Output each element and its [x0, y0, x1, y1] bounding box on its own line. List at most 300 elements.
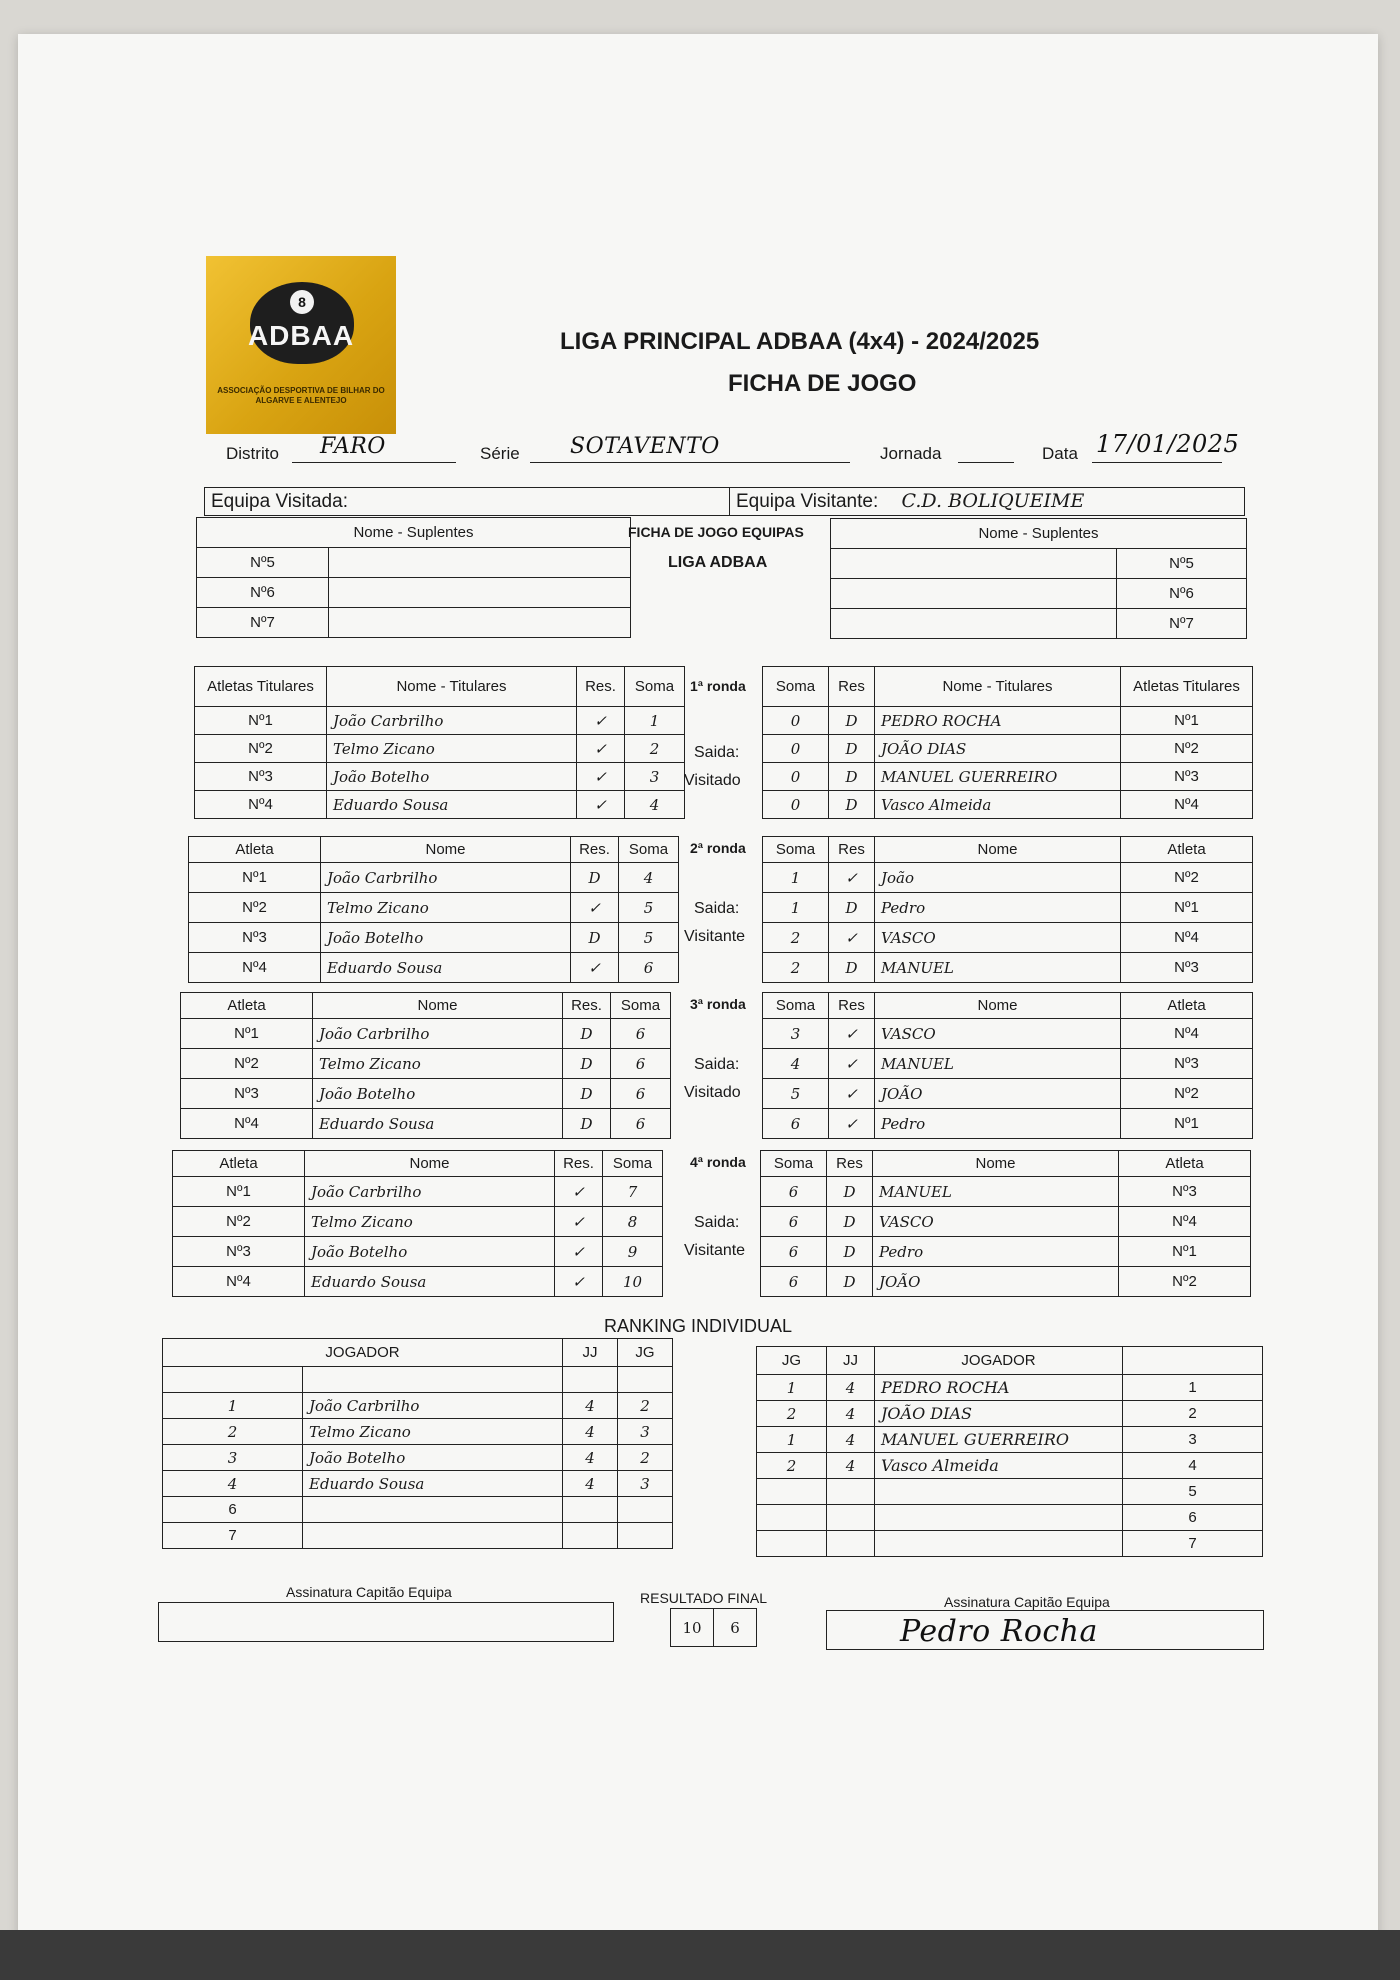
- saida-team-label: Visitante: [684, 928, 746, 945]
- data-value[interactable]: 17/01/2025: [1096, 430, 1240, 458]
- rank-position: [163, 1367, 303, 1393]
- teams-table: [204, 487, 1245, 516]
- serie-label: Série: [480, 444, 520, 463]
- round-4-left-table: [172, 1150, 663, 1297]
- atleta-num: Nº4: [189, 953, 321, 983]
- atleta-num: Nº3: [173, 1237, 305, 1267]
- suplente-right-name-7[interactable]: [831, 609, 1117, 639]
- player-res[interactable]: ✓: [829, 1049, 875, 1079]
- player-res[interactable]: D: [829, 707, 875, 735]
- rank-jg[interactable]: 2: [618, 1445, 673, 1471]
- rank-player-name[interactable]: JOÃO DIAS: [875, 1401, 1123, 1427]
- table-row: [763, 863, 1253, 893]
- round-3-right-table: [762, 992, 1253, 1139]
- atleta-num: Nº4: [173, 1267, 305, 1297]
- atleta-num: Nº2: [1121, 1079, 1253, 1109]
- saida-team-label: Visitado: [684, 772, 741, 789]
- ranking-right-jj-header: JJ: [827, 1347, 875, 1375]
- player-res[interactable]: D: [829, 763, 875, 791]
- rank-player-name[interactable]: [303, 1367, 563, 1393]
- player-res[interactable]: ✓: [829, 1109, 875, 1139]
- rank-jj[interactable]: 4: [563, 1419, 618, 1445]
- rank-position: 2: [1123, 1401, 1263, 1427]
- player-soma[interactable]: 1: [625, 707, 685, 735]
- rank-jg[interactable]: 2: [757, 1401, 827, 1427]
- player-name[interactable]: João Carbrilho: [327, 707, 577, 735]
- rank-jg[interactable]: 2: [757, 1453, 827, 1479]
- serie-line: [530, 462, 850, 463]
- table-row: [189, 923, 679, 953]
- atleta-num: Nº2: [173, 1207, 305, 1237]
- equipa-visitante-value: C.D. BOLIQUEIME: [901, 490, 1085, 512]
- player-soma[interactable]: 6: [611, 1079, 671, 1109]
- saida-label: Saida:: [694, 1214, 740, 1231]
- player-name[interactable]: Telmo Zicano: [305, 1207, 555, 1237]
- ranking-left-jg-header: JG: [618, 1339, 673, 1367]
- col-res-header: Res: [829, 993, 875, 1019]
- round-1-left-table: [194, 666, 685, 819]
- table-row: [763, 953, 1253, 983]
- player-soma[interactable]: 6: [619, 953, 679, 983]
- serie-value[interactable]: SOTAVENTO: [570, 434, 720, 459]
- suplentes-left-header: Nome - Suplentes: [197, 518, 631, 548]
- result-label: RESULTADO FINAL: [640, 1590, 768, 1606]
- atleta-num: Nº1: [1119, 1237, 1251, 1267]
- player-name[interactable]: Pedro: [875, 1109, 1121, 1139]
- rank-player-name[interactable]: João Carbrilho: [303, 1393, 563, 1419]
- player-res[interactable]: ✓: [555, 1267, 603, 1297]
- player-res[interactable]: D: [571, 923, 619, 953]
- suplente-left-num: Nº6: [197, 578, 329, 608]
- player-name[interactable]: Pedro: [875, 893, 1121, 923]
- rank-jg[interactable]: [618, 1523, 673, 1549]
- suplente-right-num: Nº6: [1117, 579, 1247, 609]
- col-nome-header: Nome: [873, 1151, 1119, 1177]
- page-title: LIGA PRINCIPAL ADBAA (4x4) - 2024/2025: [560, 328, 1040, 355]
- rank-jg[interactable]: 3: [618, 1471, 673, 1497]
- player-soma[interactable]: 6: [611, 1049, 671, 1079]
- suplente-right-name-5[interactable]: [831, 549, 1117, 579]
- rank-player-name[interactable]: [875, 1531, 1123, 1557]
- player-res[interactable]: ✓: [577, 763, 625, 791]
- rank-position: 4: [1123, 1453, 1263, 1479]
- rank-position: 2: [163, 1419, 303, 1445]
- col-nome-header: Nome: [313, 993, 563, 1019]
- player-soma[interactable]: 5: [763, 1079, 829, 1109]
- atleta-num: Nº2: [181, 1049, 313, 1079]
- rank-jj[interactable]: [827, 1479, 875, 1505]
- ranking-left-jj-header: JJ: [563, 1339, 618, 1367]
- rank-position: 4: [163, 1471, 303, 1497]
- saida-label: Saida:: [694, 900, 740, 917]
- col-res-header: Res: [829, 837, 875, 863]
- player-soma[interactable]: 2: [763, 953, 829, 983]
- player-res[interactable]: ✓: [829, 1019, 875, 1049]
- suplente-left-num: Nº7: [197, 608, 329, 638]
- table-row: [163, 1393, 673, 1419]
- rank-jg[interactable]: 3: [618, 1419, 673, 1445]
- player-soma[interactable]: 0: [763, 707, 829, 735]
- player-name[interactable]: VASCO: [873, 1207, 1119, 1237]
- col-atleta-header: Atleta: [181, 993, 313, 1019]
- player-res[interactable]: ✓: [577, 735, 625, 763]
- player-res[interactable]: D: [829, 735, 875, 763]
- rank-position: 3: [1123, 1427, 1263, 1453]
- player-name[interactable]: MANUEL: [875, 1049, 1121, 1079]
- col-res-header: Res.: [571, 837, 619, 863]
- player-res[interactable]: D: [563, 1049, 611, 1079]
- table-row: [181, 1019, 671, 1049]
- atleta-num: Nº1: [189, 863, 321, 893]
- player-soma[interactable]: 6: [761, 1267, 827, 1297]
- rank-jj[interactable]: [827, 1531, 875, 1557]
- eight-ball-icon: 8: [290, 290, 314, 314]
- player-res[interactable]: D: [829, 791, 875, 819]
- atleta-num: Nº1: [1121, 893, 1253, 923]
- col-atleta-header: Atleta: [1121, 837, 1253, 863]
- table-row: [163, 1523, 673, 1549]
- player-name[interactable]: João Botelho: [327, 763, 577, 791]
- col-nome-header: Nome: [321, 837, 571, 863]
- rank-jj[interactable]: [827, 1505, 875, 1531]
- player-soma[interactable]: 3: [763, 1019, 829, 1049]
- table-row: [763, 923, 1253, 953]
- table-row: [763, 893, 1253, 923]
- player-soma[interactable]: 2: [625, 735, 685, 763]
- distrito-label: Distrito: [226, 444, 279, 463]
- ranking-right-table: [756, 1346, 1263, 1557]
- player-res[interactable]: ✓: [555, 1207, 603, 1237]
- rank-jg[interactable]: [757, 1479, 827, 1505]
- col-soma-header: Soma: [611, 993, 671, 1019]
- atleta-num: Nº1: [1121, 707, 1253, 735]
- player-res[interactable]: D: [827, 1207, 873, 1237]
- player-soma[interactable]: 6: [611, 1109, 671, 1139]
- table-row: [195, 763, 685, 791]
- player-name[interactable]: Telmo Zicano: [313, 1049, 563, 1079]
- suplente-right-num: Nº5: [1117, 549, 1247, 579]
- table-row: [763, 1049, 1253, 1079]
- player-name[interactable]: João Botelho: [305, 1237, 555, 1267]
- rank-player-name[interactable]: [303, 1523, 563, 1549]
- saida-label: Saida:: [694, 1056, 740, 1073]
- rank-player-name[interactable]: [875, 1505, 1123, 1531]
- round-label: 4ª ronda: [690, 1154, 746, 1170]
- player-soma[interactable]: 6: [611, 1019, 671, 1049]
- rank-jg[interactable]: 1: [757, 1427, 827, 1453]
- player-soma[interactable]: 6: [761, 1177, 827, 1207]
- player-res[interactable]: D: [563, 1109, 611, 1139]
- table-row: [195, 791, 685, 819]
- round-2-left-table: [188, 836, 679, 983]
- player-soma[interactable]: 10: [603, 1267, 663, 1297]
- rank-player-name[interactable]: Vasco Almeida: [875, 1453, 1123, 1479]
- player-res[interactable]: D: [563, 1019, 611, 1049]
- rank-position: 6: [163, 1497, 303, 1523]
- atleta-num: Nº3: [181, 1079, 313, 1109]
- rank-player-name[interactable]: MANUEL GUERREIRO: [875, 1427, 1123, 1453]
- rank-jj[interactable]: [563, 1367, 618, 1393]
- player-name[interactable]: VASCO: [875, 1019, 1121, 1049]
- suplente-left-name-6[interactable]: [329, 578, 631, 608]
- player-soma[interactable]: 9: [603, 1237, 663, 1267]
- table-row: [189, 893, 679, 923]
- rank-jj[interactable]: 4: [563, 1393, 618, 1419]
- player-res[interactable]: ✓: [555, 1177, 603, 1207]
- suplentes-left-table: [196, 517, 631, 638]
- round-label: 2ª ronda: [690, 840, 746, 856]
- player-soma[interactable]: 4: [625, 791, 685, 819]
- player-name[interactable]: MANUEL: [875, 953, 1121, 983]
- player-res[interactable]: ✓: [555, 1237, 603, 1267]
- rank-position: 1: [1123, 1375, 1263, 1401]
- player-res[interactable]: ✓: [829, 1079, 875, 1109]
- player-name[interactable]: JOÃO DIAS: [875, 735, 1121, 763]
- table-row: [761, 1177, 1251, 1207]
- table-row: [757, 1479, 1263, 1505]
- ranking-right-jg-header: JG: [757, 1347, 827, 1375]
- equipa-visitada-cell[interactable]: [205, 488, 730, 516]
- ficha-equipas-label: FICHA DE JOGO EQUIPAS: [628, 524, 804, 540]
- rank-player-name[interactable]: Eduardo Sousa: [303, 1471, 563, 1497]
- player-soma[interactable]: 6: [761, 1207, 827, 1237]
- round-4-right-table: [760, 1150, 1251, 1297]
- table-row: [763, 791, 1253, 819]
- rank-jj[interactable]: 4: [563, 1445, 618, 1471]
- col-atleta-header: Atleta: [1119, 1151, 1251, 1177]
- atleta-num: Nº1: [1121, 1109, 1253, 1139]
- atleta-num: Nº4: [195, 791, 327, 819]
- player-name[interactable]: Eduardo Sousa: [305, 1267, 555, 1297]
- ranking-right-jogador-header: JOGADOR: [875, 1347, 1123, 1375]
- player-soma[interactable]: 1: [763, 893, 829, 923]
- atleta-num: Nº2: [1121, 863, 1253, 893]
- rank-jj[interactable]: 4: [827, 1453, 875, 1479]
- result-right-value[interactable]: 6: [714, 1609, 757, 1647]
- equipa-visitante-cell[interactable]: [730, 488, 1245, 516]
- col-nome-header: Nome: [305, 1151, 555, 1177]
- player-soma[interactable]: 4: [619, 863, 679, 893]
- result-left-value[interactable]: 10: [671, 1609, 714, 1647]
- suplentes-right-table: [830, 518, 1247, 639]
- col-soma-header: Soma: [763, 837, 829, 863]
- table-row: [757, 1505, 1263, 1531]
- table-row: [763, 735, 1253, 763]
- rank-jg[interactable]: 2: [618, 1393, 673, 1419]
- equipa-visitada-label: Equipa Visitada:: [211, 491, 348, 512]
- atleta-num: Nº4: [181, 1109, 313, 1139]
- player-res[interactable]: D: [827, 1267, 873, 1297]
- table-row: [173, 1177, 663, 1207]
- col-nome-header: Nome: [875, 837, 1121, 863]
- table-row: [757, 1401, 1263, 1427]
- player-soma[interactable]: 6: [763, 1109, 829, 1139]
- round-label: 3ª ronda: [690, 996, 746, 1012]
- table-row: [163, 1367, 673, 1393]
- player-name[interactable]: JOÃO: [873, 1267, 1119, 1297]
- col-res-header: Res.: [555, 1151, 603, 1177]
- col-soma-header: Soma: [761, 1151, 827, 1177]
- signature-right-label: Assinatura Capitão Equipa: [944, 1594, 1110, 1610]
- player-name[interactable]: João Botelho: [313, 1079, 563, 1109]
- player-name[interactable]: Eduardo Sousa: [313, 1109, 563, 1139]
- table-row: [163, 1497, 673, 1523]
- player-soma[interactable]: 8: [603, 1207, 663, 1237]
- table-row: [763, 707, 1253, 735]
- suplentes-right-header: Nome - Suplentes: [831, 519, 1247, 549]
- ranking-right-pos-header: [1123, 1347, 1263, 1375]
- saida-label: Saida:: [694, 744, 740, 761]
- table-row: [163, 1419, 673, 1445]
- player-soma[interactable]: 0: [763, 735, 829, 763]
- rank-position: 6: [1123, 1505, 1263, 1531]
- player-soma[interactable]: 4: [763, 1049, 829, 1079]
- player-res[interactable]: D: [827, 1237, 873, 1267]
- rank-jj[interactable]: [563, 1523, 618, 1549]
- logo-association: ASSOCIAÇÃO DESPORTIVA DE BILHAR DO ALGARVE E ALENTEJO: [217, 386, 385, 405]
- player-name[interactable]: João Botelho: [321, 923, 571, 953]
- rank-jj[interactable]: [563, 1497, 618, 1523]
- round-1-right-table: [762, 666, 1253, 819]
- rank-player-name[interactable]: PEDRO ROCHA: [875, 1375, 1123, 1401]
- player-soma[interactable]: 1: [763, 863, 829, 893]
- ranking-left-jogador-header: JOGADOR: [163, 1339, 563, 1367]
- table-row: [195, 707, 685, 735]
- rank-player-name[interactable]: Telmo Zicano: [303, 1419, 563, 1445]
- player-res[interactable]: D: [571, 863, 619, 893]
- player-name[interactable]: PEDRO ROCHA: [875, 707, 1121, 735]
- player-name[interactable]: Eduardo Sousa: [321, 953, 571, 983]
- player-name[interactable]: MANUEL: [873, 1177, 1119, 1207]
- rank-position: 7: [163, 1523, 303, 1549]
- rank-player-name[interactable]: João Botelho: [303, 1445, 563, 1471]
- rank-jj[interactable]: 4: [827, 1401, 875, 1427]
- table-row: [181, 1109, 671, 1139]
- player-res[interactable]: ✓: [577, 707, 625, 735]
- jornada-line: [958, 462, 1014, 463]
- suplente-right-num: Nº7: [1117, 609, 1247, 639]
- atleta-num: Nº3: [1119, 1177, 1251, 1207]
- rank-jg[interactable]: 1: [757, 1375, 827, 1401]
- player-name[interactable]: VASCO: [875, 923, 1121, 953]
- player-res[interactable]: D: [827, 1177, 873, 1207]
- rank-jg[interactable]: [757, 1505, 827, 1531]
- table-row: [189, 863, 679, 893]
- page-subtitle: FICHA DE JOGO: [728, 370, 917, 397]
- table-row: [173, 1237, 663, 1267]
- player-soma[interactable]: 3: [625, 763, 685, 791]
- distrito-value[interactable]: FARO: [320, 434, 386, 459]
- suplente-left-name-5[interactable]: [329, 548, 631, 578]
- player-name[interactable]: JOÃO: [875, 1079, 1121, 1109]
- player-soma[interactable]: 6: [761, 1237, 827, 1267]
- suplente-left-num: Nº5: [197, 548, 329, 578]
- table-row: [757, 1453, 1263, 1479]
- player-res[interactable]: ✓: [571, 953, 619, 983]
- player-soma[interactable]: 0: [763, 791, 829, 819]
- player-res[interactable]: D: [563, 1079, 611, 1109]
- player-name[interactable]: Pedro: [873, 1237, 1119, 1267]
- table-row: [761, 1207, 1251, 1237]
- saida-team-label: Visitado: [684, 1084, 741, 1101]
- rank-position: 3: [163, 1445, 303, 1471]
- table-row: [189, 953, 679, 983]
- saida-team-label: Visitante: [684, 1242, 746, 1259]
- logo-name: ADBAA: [247, 320, 355, 351]
- signature-left-box[interactable]: [158, 1602, 614, 1642]
- table-row: [761, 1237, 1251, 1267]
- player-res[interactable]: ✓: [577, 791, 625, 819]
- rank-player-name[interactable]: [875, 1479, 1123, 1505]
- col-res-header: Res.: [577, 667, 625, 707]
- atleta-num: Nº3: [1121, 763, 1253, 791]
- player-name[interactable]: Eduardo Sousa: [327, 791, 577, 819]
- player-res[interactable]: D: [829, 953, 875, 983]
- rank-jj[interactable]: 4: [563, 1471, 618, 1497]
- rank-jg[interactable]: [618, 1497, 673, 1523]
- player-soma[interactable]: 5: [619, 923, 679, 953]
- result-table: [670, 1608, 757, 1647]
- table-row: [163, 1471, 673, 1497]
- player-soma[interactable]: 5: [619, 893, 679, 923]
- data-label: Data: [1042, 444, 1078, 463]
- suplente-right-name-6[interactable]: [831, 579, 1117, 609]
- col-atleta-header: Atletas Titulares: [195, 667, 327, 707]
- col-nome-header: Nome: [875, 993, 1121, 1019]
- rank-jg[interactable]: [618, 1367, 673, 1393]
- suplente-left-name-7[interactable]: [329, 608, 631, 638]
- player-soma[interactable]: 2: [763, 923, 829, 953]
- col-res-header: Res: [829, 667, 875, 707]
- rank-position: 7: [1123, 1531, 1263, 1557]
- player-res[interactable]: ✓: [829, 923, 875, 953]
- player-name[interactable]: João: [875, 863, 1121, 893]
- table-row: [757, 1427, 1263, 1453]
- col-atleta-header: Atleta: [173, 1151, 305, 1177]
- table-row: [181, 1079, 671, 1109]
- table-row: [757, 1375, 1263, 1401]
- atleta-num: Nº3: [195, 763, 327, 791]
- player-name[interactable]: João Carbrilho: [305, 1177, 555, 1207]
- atleta-num: Nº1: [195, 707, 327, 735]
- player-res[interactable]: ✓: [571, 893, 619, 923]
- table-row: [763, 1079, 1253, 1109]
- player-name[interactable]: Telmo Zicano: [321, 893, 571, 923]
- round-3-left-table: [180, 992, 671, 1139]
- table-row: [195, 735, 685, 763]
- player-res[interactable]: ✓: [829, 863, 875, 893]
- atleta-num: Nº2: [1121, 735, 1253, 763]
- player-soma[interactable]: 7: [603, 1177, 663, 1207]
- ranking-title: RANKING INDIVIDUAL: [604, 1316, 793, 1336]
- player-soma[interactable]: 0: [763, 763, 829, 791]
- col-nome-header: Nome - Titulares: [875, 667, 1121, 707]
- player-name[interactable]: João Carbrilho: [313, 1019, 563, 1049]
- atleta-num: Nº4: [1119, 1207, 1251, 1237]
- rank-player-name[interactable]: [303, 1497, 563, 1523]
- col-atleta-header: Atletas Titulares: [1121, 667, 1253, 707]
- rank-jj[interactable]: 4: [827, 1427, 875, 1453]
- signature-left-label: Assinatura Capitão Equipa: [286, 1584, 452, 1600]
- player-name[interactable]: João Carbrilho: [321, 863, 571, 893]
- player-name[interactable]: MANUEL GUERREIRO: [875, 763, 1121, 791]
- rank-jg[interactable]: [757, 1531, 827, 1557]
- col-soma-header: Soma: [763, 667, 829, 707]
- player-name[interactable]: Telmo Zicano: [327, 735, 577, 763]
- player-res[interactable]: D: [829, 893, 875, 923]
- player-name[interactable]: Vasco Almeida: [875, 791, 1121, 819]
- rank-jj[interactable]: 4: [827, 1375, 875, 1401]
